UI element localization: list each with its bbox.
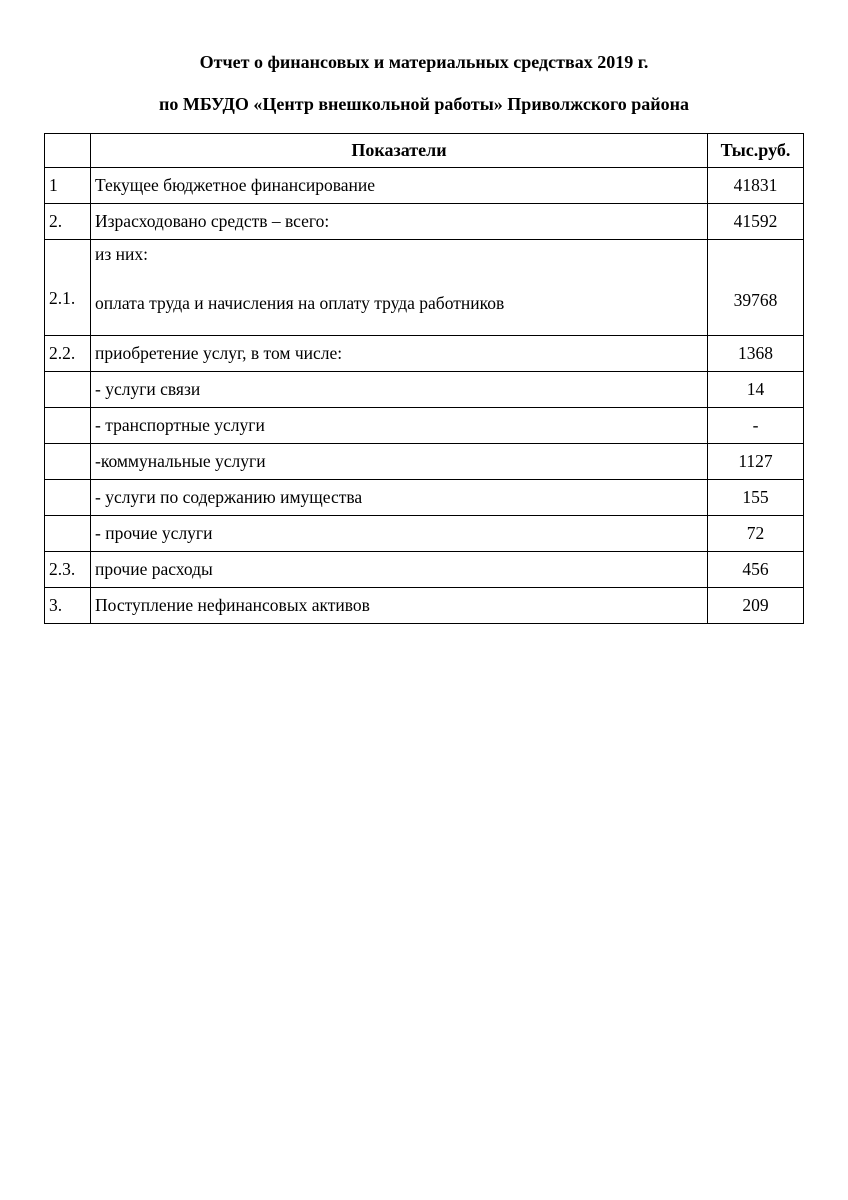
row-number: 2.3. [45,552,91,588]
table-row [45,240,804,336]
row-value: 456 [708,552,804,588]
row-label: прочие расходы [91,552,708,588]
row-value: 14 [708,372,804,408]
row-label: - транспортные услуги [91,408,708,444]
row-label: Израсходовано средств – всего: [91,204,708,240]
header-number-cell [45,134,91,168]
table-header-row [45,134,804,168]
row-number: 2.1. [45,240,91,336]
header-indicators-cell: Показатели [91,134,708,168]
row-number [45,372,91,408]
row-label: - услуги связи [91,372,708,408]
table-row [45,372,804,408]
row-label: Поступление нефинансовых активов [91,588,708,624]
row-number: 3. [45,588,91,624]
row-value: 209 [708,588,804,624]
table-row [45,552,804,588]
row-number [45,444,91,480]
row-label-detail: оплата труда и начисления на оплату труда работников [95,293,505,314]
row-label: Текущее бюджетное финансирование [91,168,708,204]
table-row [45,516,804,552]
row-label: - прочие услуги [91,516,708,552]
table-row [45,168,804,204]
row-number: 2.2. [45,336,91,372]
row-number [45,516,91,552]
document-title-line1: Отчет о финансовых и материальных средствах 2019 г. [199,52,649,72]
table-row [45,480,804,516]
row-value: 72 [708,516,804,552]
financial-report-table [44,133,804,624]
row-number: 2. [45,204,91,240]
row-value: 155 [708,480,804,516]
row-label [91,240,708,336]
row-value: 39768 [708,240,804,336]
row-value: - [708,408,804,444]
row-label: - услуги по содержанию имущества [91,480,708,516]
row-number [45,408,91,444]
document-title-line2: по МБУДО «Центр внешкольной работы» Приволжского района [159,93,689,114]
row-value: 41592 [708,204,804,240]
row-number [45,480,91,516]
row-label-intro: из них: [95,244,148,265]
table-row [45,408,804,444]
row-value: 1127 [708,444,804,480]
header-thousand-rub-cell: Тыс.руб. [708,134,804,168]
row-value: 1368 [708,336,804,372]
row-label: приобретение услуг, в том числе: [91,336,708,372]
row-value: 41831 [708,168,804,204]
table-row [45,444,804,480]
row-number: 1 [45,168,91,204]
table-row [45,336,804,372]
table-row [45,204,804,240]
row-label: -коммунальные услуги [91,444,708,480]
table-row [45,588,804,624]
